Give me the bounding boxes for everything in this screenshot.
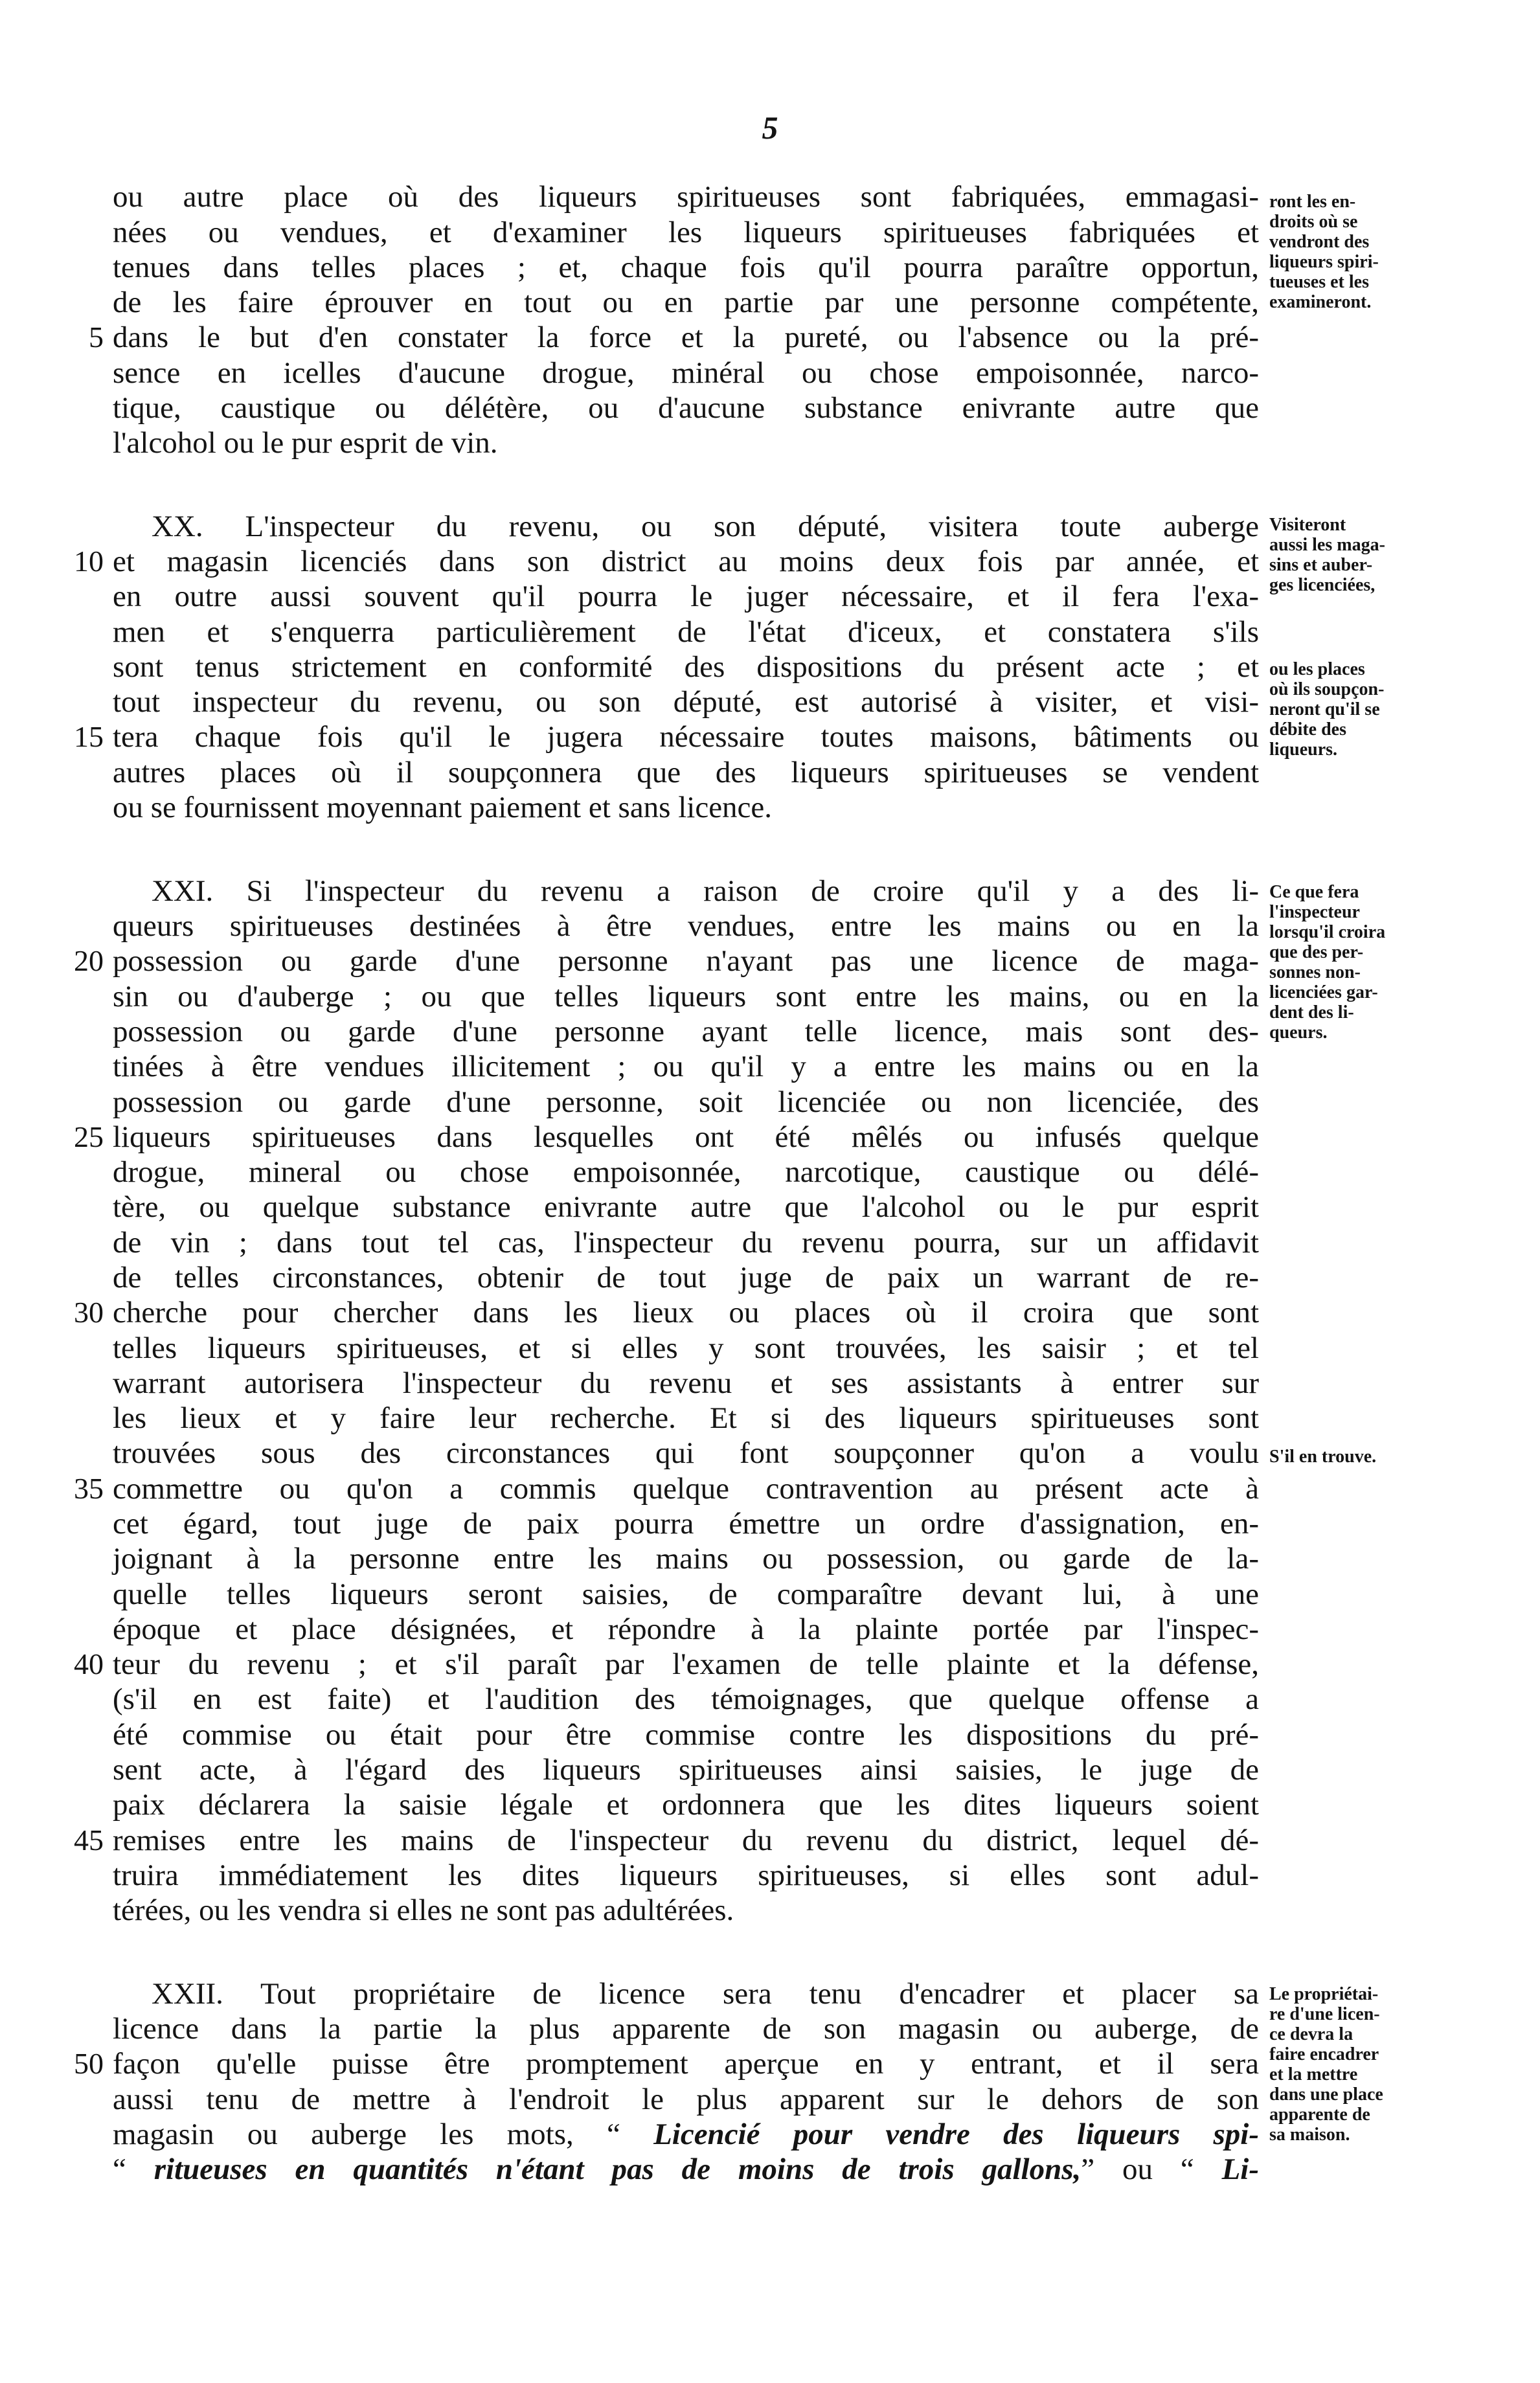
body-text-line: tère, ou quelque substance enivrante autre que l'alcohol ou le pur esprit [113,1190,1259,1224]
margin-note-inspection [1269,192,1464,312]
line-number: 25 [74,1120,104,1153]
line-number: 20 [74,944,104,977]
body-text-line: tique, caustique ou délétère, ou d'aucune substance enivrante autre que [113,391,1259,425]
margin-note-line: où ils soupçon- [1269,679,1385,699]
margin-note-line: ou les places [1269,659,1365,679]
body-text-line: men et s'enquerra particulièrement de l'état d'iceux, et constatera s'ils [113,615,1259,649]
line-number: 10 [74,545,104,578]
body-text-line: tenues dans telles places ; et, chaque fois qu'il pourra paraître opportun, [113,251,1259,284]
margin-note-line: Visiteront [1269,515,1346,535]
body-text-line: de les faire éprouver en tout ou en partie par une personne compétente, [113,286,1259,319]
margin-note-line: neront qu'il se [1269,699,1380,719]
line-number: 15 [74,720,104,753]
body-text-line: joignant à la personne entre les mains ou possession, ou garde de la- [113,1542,1259,1575]
body-text-line: trouvées sous des circonstances qui font soupçonner qu'on a voulu [113,1436,1259,1470]
line-number: 35 [74,1472,104,1505]
margin-note-line: licenciées gar- [1269,982,1378,1002]
body-text-line: dans le but d'en constater la force et la pureté, ou l'absence ou la pré- [113,321,1259,354]
body-text-line: licence dans la partie la plus apparente de son magasin ou auberge, de [113,2012,1259,2046]
margin-note-line: ce devra la [1269,2024,1353,2044]
line-number: 45 [74,1824,104,1857]
body-text-line: liqueurs spiritueuses dans lesquelles ont été mêlés ou infusés quelque [113,1120,1259,1154]
margin-note-suspected-places [1269,659,1464,760]
page-number: 5 [762,109,778,146]
body-text-line: nées ou vendues, et d'examiner les liqueurs spiritueuses fabriquées et [113,216,1259,249]
body-text-line: possession ou garde d'une personne n'ayant pas une licence de maga- [113,944,1259,978]
body-text-line: époque et place désignées, et répondre à la plainte portée par l'inspec- [113,1612,1259,1646]
margin-note-line: S'il en trouve. [1269,1447,1377,1467]
margin-note-line: queurs. [1269,1022,1328,1043]
body-text-line: autres places où il soupçonnera que des liqueurs spiritueuses se vendent [113,756,1259,789]
margin-note-line: aussi les maga- [1269,535,1385,555]
body-text-line: tinées à être vendues illicitement ; ou qu'il y a entre les mains ou en la [113,1050,1259,1083]
body-text-line: l'alcohol ou le pur esprit de vin. [113,426,498,460]
margin-note-line: dent des li- [1269,1002,1354,1022]
margin-note-line: Ce que fera [1269,882,1359,902]
body-text-line: commettre ou qu'on a commis quelque contravention au présent acte à [113,1472,1259,1506]
body-text-line: drogue, mineral ou chose empoisonnée, narcotique, caustique ou délé- [113,1155,1259,1189]
margin-note-visits [1269,515,1464,595]
margin-note-line: liqueurs. [1269,740,1338,760]
margin-note-line: examineront. [1269,292,1372,312]
margin-note-line: droits où se [1269,212,1358,232]
line-number: 5 [89,321,104,354]
margin-note-line: faire encadrer [1269,2044,1379,2064]
margin-note-line: vendront des [1269,232,1370,252]
margin-note-line: et la mettre [1269,2064,1358,2084]
margin-note-line: sins et auber- [1269,555,1373,575]
body-text-line: été commise ou était pour être commise contre les dispositions du pré- [113,1718,1259,1752]
body-text-line: sont tenus strictement en conformité des dispositions du présent acte ; et [113,650,1259,684]
body-text-line: teur du revenu ; et s'il paraît par l'examen de telle plainte et la défense, [113,1647,1259,1681]
body-text-line: sence en icelles d'aucune drogue, minéral ou chose empoisonnée, narco- [113,356,1259,390]
body-text-line: en outre aussi souvent qu'il pourra le juger nécessaire, et il fera l'exa- [113,580,1259,613]
body-text-line: queurs spiritueuses destinées à être vendues, entre les mains ou en la [113,909,1259,943]
margin-note-line: débite des [1269,719,1346,740]
line-number: 30 [74,1296,104,1329]
body-text-line: tout inspecteur du revenu, ou son député, est autorisé à visiter, et visi- [113,685,1259,719]
margin-note-line: ges licenciées, [1269,575,1376,595]
body-text-line: les lieux et y faire leur recherche. Et si des liqueurs spiritueuses sont [113,1401,1259,1435]
margin-note-line: tueuses et les [1269,272,1369,292]
body-text-line: térées, ou les vendra si elles ne sont pas adultérées. [113,1893,734,1927]
line-number: 40 [74,1647,104,1680]
body-text-line: quelle telles liqueurs seront saisies, de comparaître devant lui, à une [113,1577,1259,1611]
body-text-line: façon qu'elle puisse être promptement aperçue en y entrant, et il sera [113,2047,1259,2081]
margin-note-line: apparente de [1269,2105,1370,2125]
margin-note-line: lorsqu'il croira [1269,922,1386,942]
body-text-line: warrant autorisera l'inspecteur du revenu et ses assistants à entrer sur [113,1366,1259,1400]
section-xx-heading-line: XX. L'inspecteur du revenu, ou son député, visitera toute auberge [152,510,1259,543]
margin-note-line: l'inspecteur [1269,902,1360,922]
body-text-line: possession ou garde d'une personne, soit licenciée ou non licenciée, des [113,1085,1259,1119]
margin-note-line: sa maison. [1269,2125,1350,2145]
section-xxii-heading-line: XXII. Tout propriétaire de licence sera tenu d'encadrer et placer sa [152,1977,1259,2011]
margin-note-line: Le propriétai- [1269,1984,1379,2004]
margin-note-line: liqueurs spiri- [1269,252,1379,272]
body-text-line: sent acte, à l'égard des liqueurs spiritueuses ainsi saisies, le juge de [113,1753,1259,1787]
body-text-line: (s'il en est faite) et l'audition des témoignages, que quelque offense a [113,1682,1259,1716]
margin-note-if-found [1269,1447,1464,1467]
body-text-line: paix déclarera la saisie légale et ordonnera que les dites liqueurs soient [113,1788,1259,1822]
margin-note-licence-display [1269,1984,1464,2145]
body-text-line: tera chaque fois qu'il le jugera nécessaire toutes maisons, bâtiments ou [113,720,1259,754]
body-text-line: remises entre les mains de l'inspecteur du revenu du district, lequel dé- [113,1824,1259,1857]
body-text-line: cet égard, tout juge de paix pourra émettre un ordre d'assignation, en- [113,1507,1259,1541]
margin-note-inspector-action [1269,882,1464,1043]
body-text-line: de vin ; dans tout tel cas, l'inspecteur du revenu pourra, sur un affidavit [113,1226,1259,1259]
body-text-line: sin ou d'auberge ; ou que telles liqueurs sont entre les mains, ou en la [113,980,1259,1013]
body-text-line: telles liqueurs spiritueuses, et si elles y sont trouvées, les saisir ; et tel [113,1331,1259,1365]
margin-note-line: ront les en- [1269,192,1356,212]
body-text-line: aussi tenu de mettre à l'endroit le plus apparent sur le dehors de son [113,2083,1259,2116]
body-text-line: truira immédiatement les dites liqueurs spiritueuses, si elles sont adul- [113,1858,1259,1892]
margin-note-line: re d'une licen- [1269,2004,1380,2024]
section-xxi-heading-line: XXI. Si l'inspecteur du revenu a raison de croire qu'il y a des li- [152,874,1259,908]
body-text-line: ou se fournissent moyennant paiement et sans licence. [113,791,773,824]
line-number: 50 [74,2047,104,2080]
body-text-line: cherche pour chercher dans les lieux ou places où il croira que sont [113,1296,1259,1329]
body-text-line: ou autre place où des liqueurs spiritueuses sont fabriquées, emmagasi- [113,180,1259,214]
body-text-line: magasin ou auberge les mots, “ Licencié pour vendre des liqueurs spi- [113,2118,1259,2151]
margin-note-line: sonnes non- [1269,962,1361,982]
body-text-line: “ ritueuses en quantités n'étant pas de moins de trois gallons,” ou “ Li- [113,2152,1259,2186]
body-text-line: de telles circonstances, obtenir de tout juge de paix un warrant de re- [113,1261,1259,1294]
margin-note-line: que des per- [1269,942,1364,962]
body-text-line: possession ou garde d'une personne ayant telle licence, mais sont des- [113,1015,1259,1048]
margin-note-line: dans une place [1269,2084,1383,2105]
body-text-line: et magasin licenciés dans son district au moins deux fois par année, et [113,545,1259,578]
